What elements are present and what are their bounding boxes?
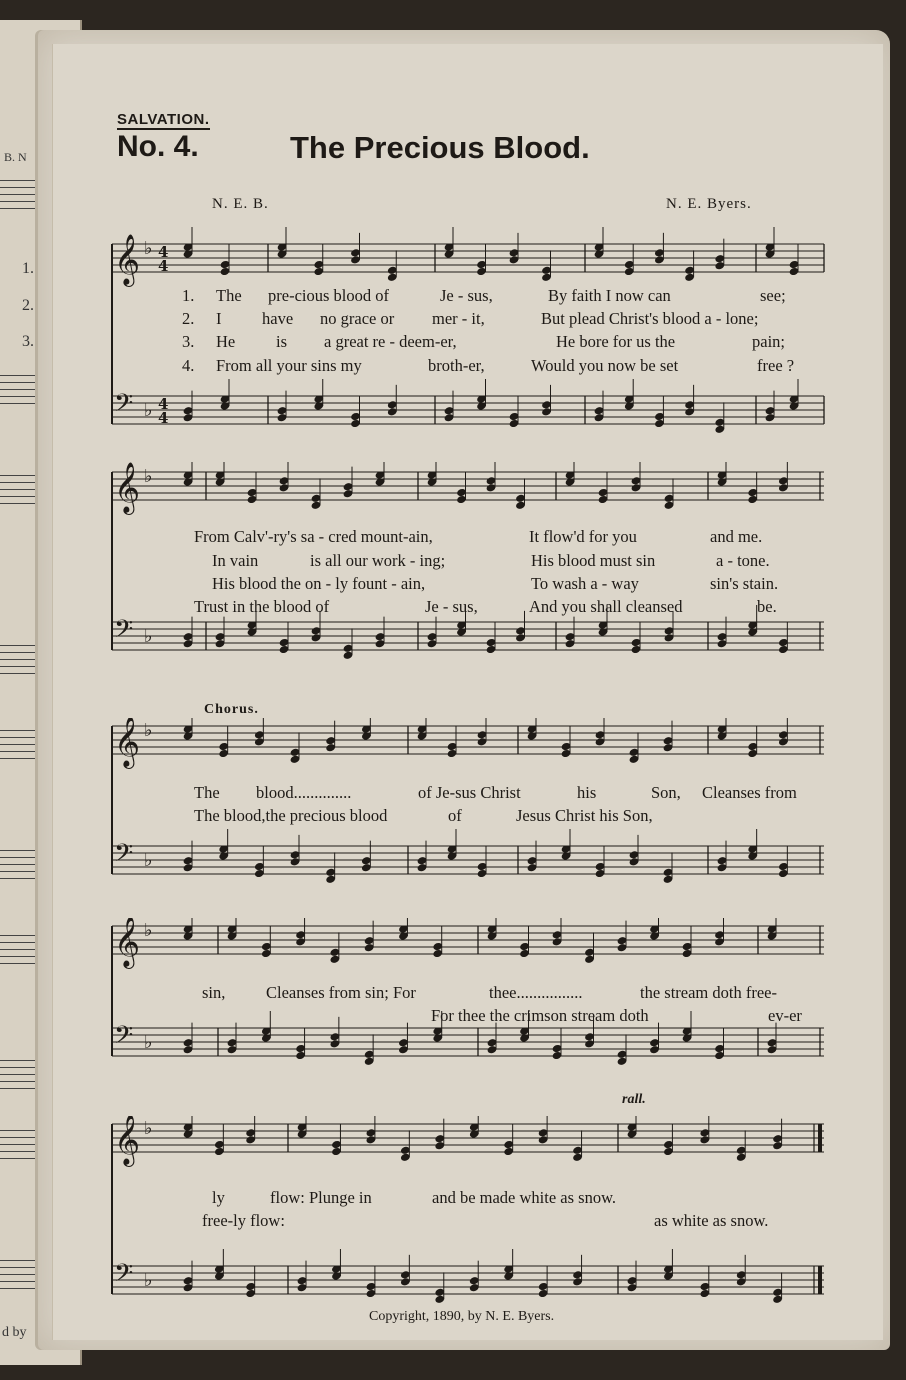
lyric: ev-er [768, 1006, 802, 1025]
time-signature-bottom: 4 [158, 409, 169, 427]
lyric: From Calv'-ry's sa - cred mount-ain, [194, 527, 433, 546]
lyric: sin's stain. [710, 574, 779, 593]
lyric: see; [760, 286, 786, 305]
treble-clef-icon: 𝄞 [114, 462, 141, 513]
bass-clef-icon: 𝄢 [114, 1259, 134, 1294]
bass-clef-icon: 𝄢 [114, 615, 134, 650]
lyric: By faith I now can [548, 286, 671, 305]
lyric: no grace or [320, 309, 395, 328]
bass-clef-icon: 𝄢 [114, 1021, 134, 1056]
flat-key-icon: ♭ [144, 920, 153, 941]
lyric: thee................ [489, 983, 583, 1002]
music-credit: N. E. Byers. [666, 196, 752, 212]
lyric: He [216, 332, 236, 351]
lyric: Trust in the blood of [194, 597, 330, 616]
flat-key-icon: ♭ [144, 466, 153, 487]
lyric: sin, [202, 983, 226, 1002]
treble-clef-icon: 𝄞 [114, 918, 141, 967]
verse-number: 3. [182, 332, 195, 351]
lyric: free-ly flow: [202, 1211, 285, 1230]
time-signature-bottom: 4 [158, 257, 169, 275]
music-system-4 [108, 918, 830, 1090]
lyric: pre-cious blood of [268, 286, 389, 305]
lyric: is [276, 332, 288, 351]
lyric: And you shall cleansed [529, 597, 683, 616]
treble-clef-icon: 𝄞 [114, 718, 141, 767]
lyric: flow: Plunge in [270, 1188, 372, 1207]
under-fragment: 1. [22, 260, 34, 277]
lyric: His blood the on - ly fount - ain, [212, 574, 426, 593]
lyric: I [216, 309, 222, 328]
lyric: Cleanses from [702, 783, 797, 802]
lyric: pain; [752, 332, 785, 351]
hymn-number: No. 4. [117, 130, 199, 163]
lyric: His blood must sin [531, 551, 656, 570]
lyric: and me. [710, 527, 763, 546]
flat-key-icon: ♭ [144, 850, 153, 871]
lyric: He bore for us the [556, 332, 676, 351]
lyric: is all our work - ing; [310, 551, 446, 570]
lyric: be. [757, 597, 777, 616]
verse-number: 1. [182, 286, 195, 305]
under-fragment: 2. [22, 297, 34, 314]
lyric: have [262, 309, 294, 328]
lyric: a - tone. [716, 551, 770, 570]
lyric: as white as snow. [654, 1211, 769, 1230]
lyric: In vain [212, 551, 259, 570]
lyric: of Je-sus Christ [418, 783, 521, 802]
lyric: ly [212, 1188, 225, 1207]
verse-number: 2. [182, 309, 195, 328]
flat-key-icon: ♭ [144, 400, 153, 421]
lyric: Je - sus, [425, 597, 478, 616]
treble-clef-icon: 𝄞 [114, 1116, 141, 1165]
words-credit: N. E. B. [212, 196, 269, 212]
flat-key-icon: ♭ [144, 1032, 153, 1053]
lyric: blood.............. [256, 783, 352, 802]
hymn-title: The Precious Blood. [290, 130, 590, 165]
verse-number: 4. [182, 356, 195, 375]
lyric: Jesus Christ his Son, [516, 806, 653, 825]
section-label: SALVATION. [117, 111, 210, 128]
bass-clef-icon: 𝄢 [114, 839, 134, 874]
flat-key-icon: ♭ [144, 720, 153, 741]
lyric: Son, [651, 783, 681, 802]
under-fragment: 3. [22, 333, 34, 350]
lyric: of [448, 806, 462, 825]
treble-clef-icon: 𝄞 [114, 234, 141, 285]
lyric: a great re - deem-er, [324, 332, 457, 351]
flat-key-icon: ♭ [144, 1270, 153, 1291]
lyric: and be made white as snow. [432, 1188, 617, 1207]
lyric: From all your sins my [216, 356, 362, 375]
lyric: The [216, 286, 242, 305]
lyric: broth-er, [428, 356, 485, 375]
under-fragment: d by [2, 1325, 27, 1340]
bass-clef-icon: 𝄢 [114, 389, 134, 424]
lyric: his [577, 783, 597, 802]
lyric: Je - sus, [440, 286, 493, 305]
time-signature-top: 4 [158, 243, 169, 261]
lyric: The [194, 783, 220, 802]
chorus-label: Chorus. [204, 702, 259, 717]
lyric: free ? [757, 356, 795, 375]
lyric: It flow'd for you [529, 527, 637, 546]
lyric: Would you now be set [531, 356, 679, 375]
time-signature-top: 4 [158, 395, 169, 413]
copyright-notice: Copyright, 1890, by N. E. Byers. [369, 1309, 555, 1324]
lyric: The blood,the precious blood [194, 806, 388, 825]
flat-key-icon: ♭ [144, 626, 153, 647]
under-fragment: B. N [4, 150, 27, 164]
flat-key-icon: ♭ [144, 1118, 153, 1139]
lyric: For thee the crimson stream doth [431, 1006, 649, 1025]
lyric: mer - it, [432, 309, 485, 328]
tempo-mark: rall. [622, 1092, 646, 1107]
lyric: the stream doth free- [640, 983, 777, 1002]
lyric: But plead Christ's blood a - lone; [541, 309, 759, 328]
lyric: Cleanses from sin; For [266, 983, 416, 1002]
flat-key-icon: ♭ [144, 238, 153, 259]
lyric: To wash a - way [531, 574, 639, 593]
